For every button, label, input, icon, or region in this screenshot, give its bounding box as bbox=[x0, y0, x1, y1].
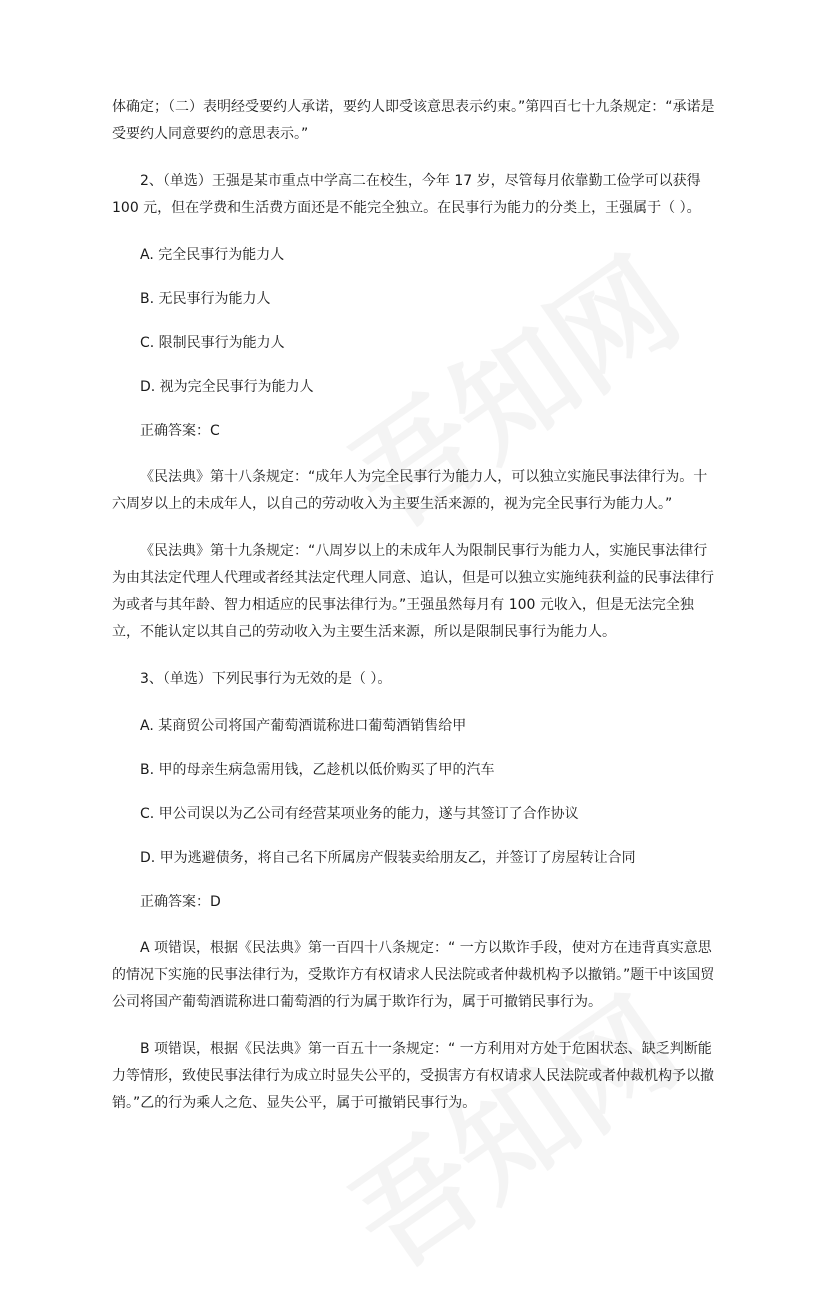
q3-option-a: A. 某商贸公司将国产葡萄酒谎称进口葡萄酒销售给甲 bbox=[140, 718, 467, 734]
q3-answer: 正确答案：D bbox=[140, 894, 221, 910]
q3-explanation-b: B 项错误，根据《民法典》第一百五十一条规定：“ 一方利用对方处于危困状态、缺乏判断能力等情形，致使民事法律行为成立时显失公平的，受损害方有权请求人民法院或者仲裁机构予以撤销。”乙的行为乘人之危、显失公平，属于可撤销民事行为。 bbox=[112, 1041, 714, 1111]
q3-explanation-a: A 项错误，根据《民法典》第一百四十八条规定：“ 一方以欺诈手段，使对方在违背真实意思的情况下实施的民事法律行为，受欺诈方有权请求人民法院或者仲裁机构予以撤销。”题干中该国贸公司将国产葡萄酒谎称进口葡萄酒的行为属于欺诈行为，属于可撤销民事行为。 bbox=[112, 940, 715, 1010]
question-2: 2、（单选）王强是某市重点中学高二在校生，今年 17 岁，尽管每月依靠勤工俭学可以获得 100 元，但在学费和生活费方面还是不能完全独立。在民事行为能力的分类上，王强属于（ ）。 bbox=[112, 173, 701, 216]
question-3: 3、（单选）下列民事行为无效的是（ ）。 bbox=[140, 671, 392, 687]
intro-paragraph: 体确定；（二）表明经受要约人承诺，要约人即受该意思表示约束。”第四百七十九条规定：“承诺是受要约人同意要约的意思表示。” bbox=[112, 99, 715, 142]
q2-option-c: C. 限制民事行为能力人 bbox=[140, 335, 285, 351]
q2-option-a: A. 完全民事行为能力人 bbox=[140, 247, 285, 263]
q3-option-c: C. 甲公司误以为乙公司有经营某项业务的能力，遂与其签订了合作协议 bbox=[140, 806, 579, 822]
q2-answer: 正确答案：C bbox=[140, 423, 220, 439]
document-page bbox=[112, 94, 717, 1137]
q2-explanation-2: 《民法典》第十九条规定：“八周岁以上的未成年人为限制民事行为能力人，实施民事法律行为由其法定代理人代理或者经其法定代理人同意、追认，但是可以独立实施纯获利益的民事法律行为或者与其年龄、智力相适应的民事法律行为。”王强虽然每月有 100 元收入，但是无法完全独立，不能认定以其自己的劳动收入为主要生活来源，所以是限制民事行为能力人。 bbox=[112, 543, 714, 640]
q3-option-d: D. 甲为逃避债务，将自己名下所属房产假装卖给朋友乙，并签订了房屋转让合同 bbox=[140, 850, 636, 866]
q2-explanation-1: 《民法典》第十八条规定：“成年人为完全民事行为能力人，可以独立实施民事法律行为。十六周岁以上的未成年人，以自己的劳动收入为主要生活来源的，视为完全民事行为能力人。” bbox=[112, 469, 708, 512]
q2-option-d: D. 视为完全民事行为能力人 bbox=[140, 379, 314, 395]
q2-option-b: B. 无民事行为能力人 bbox=[140, 291, 271, 307]
q3-option-b: B. 甲的母亲生病急需用钱，乙趁机以低价购买了甲的汽车 bbox=[140, 762, 495, 778]
